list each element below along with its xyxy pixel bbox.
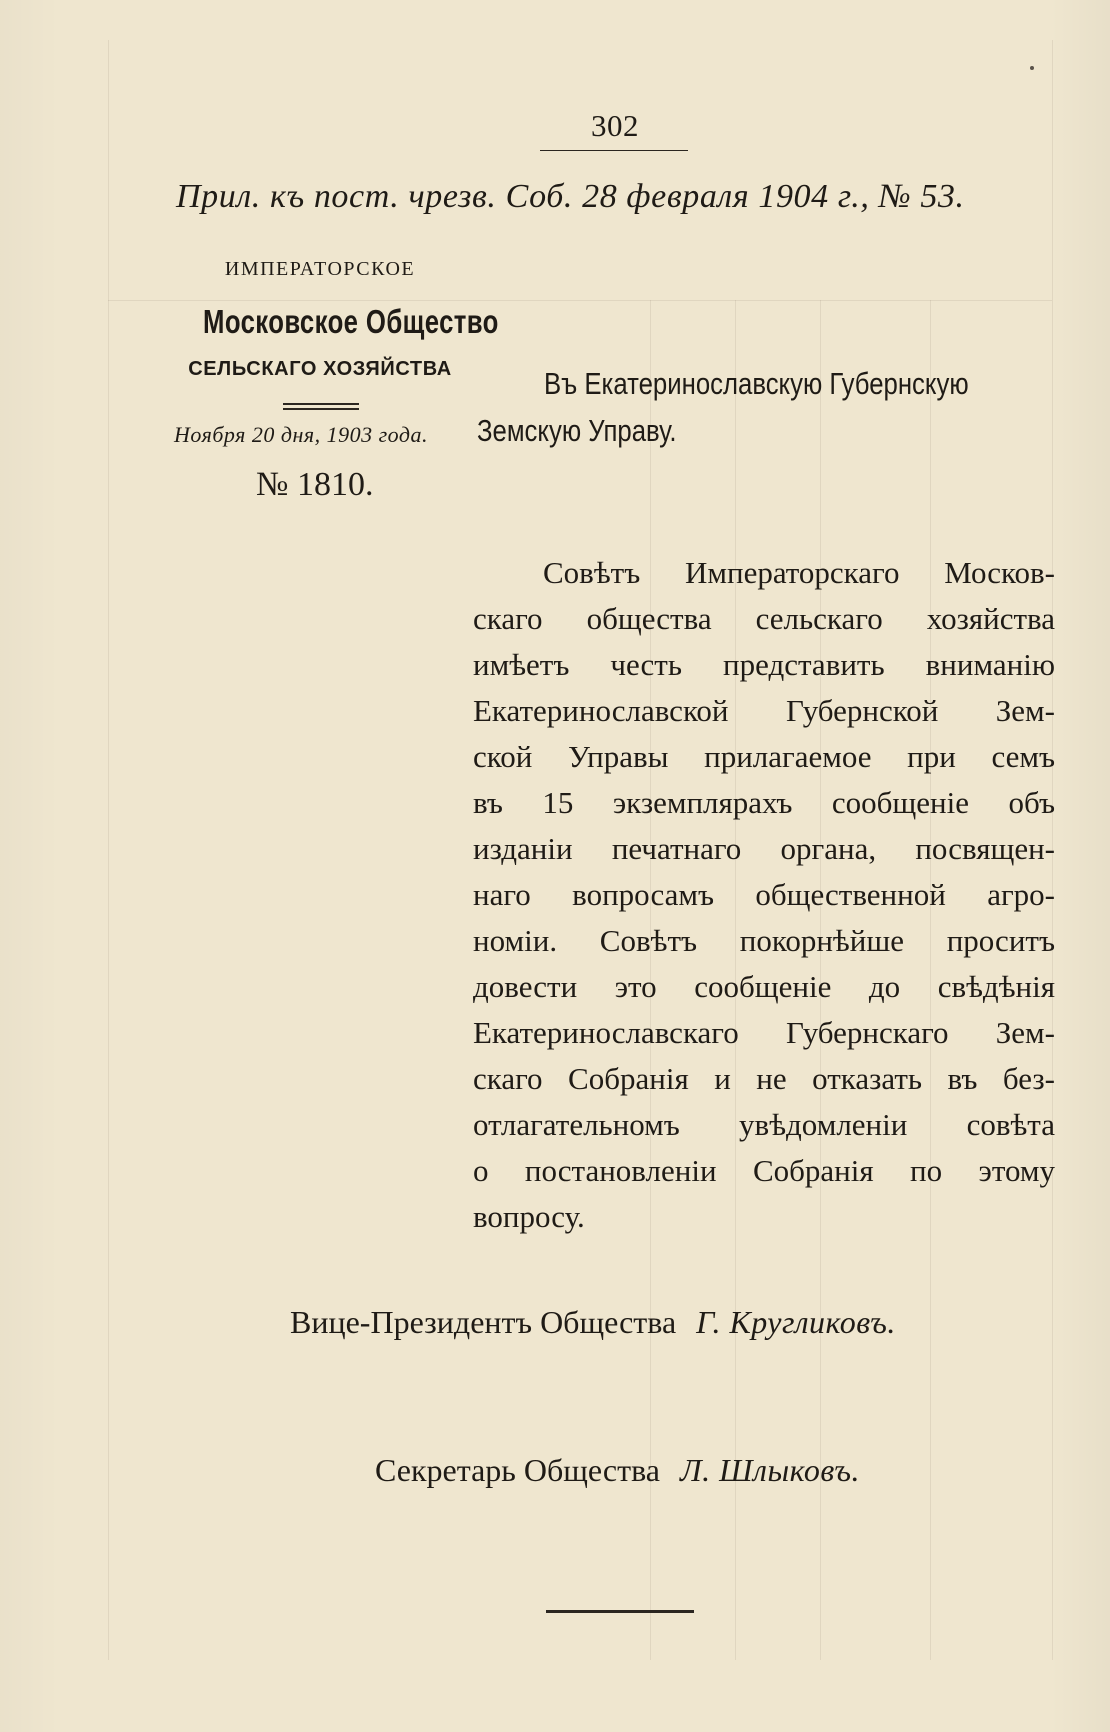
body-line: номіи. Совѣтъ покорнѣйше проситъ	[473, 923, 1055, 958]
sender-rule	[283, 403, 359, 405]
sender-line-2: Московское Общество	[203, 303, 499, 340]
signature-secretary	[375, 1452, 860, 1489]
signature-title: Секретарь Общества	[375, 1452, 660, 1488]
sender-number: № 1810.	[256, 466, 374, 503]
body-line: о постановленіи Собранія по этому	[473, 1153, 1055, 1188]
page-number: 302	[591, 108, 639, 143]
body-line: ской Управы прилагаемое при семъ	[473, 739, 1055, 774]
paper-speck	[1030, 66, 1034, 70]
end-rule	[546, 1610, 694, 1613]
sender-date: Ноября 20 дня, 1903 года.	[174, 422, 429, 447]
body-line: отлагательномъ увѣдомленіи совѣта	[473, 1107, 1055, 1142]
body-line: Совѣтъ Императорскаго Москов-	[543, 555, 1055, 590]
body-line: скаго общества сельскаго хозяйства	[473, 601, 1055, 636]
body-line: скаго Собранія и не отказать въ без-	[473, 1061, 1055, 1096]
signature-name: Л. Шлыковъ.	[679, 1452, 860, 1488]
body-line: Екатеринославскаго Губернскаго Зем-	[473, 1015, 1055, 1050]
sender-line-3: СЕЛЬСКАГО ХОЗЯЙСТВА	[188, 358, 452, 380]
body-line: Екатеринославской Губернской Зем-	[473, 693, 1055, 728]
page-number-rule	[540, 150, 688, 151]
signature-name: Г. Кругликовъ.	[696, 1304, 896, 1340]
show-through-line	[108, 40, 109, 1660]
sender-rule	[283, 408, 359, 410]
signature-title: Вице-Президентъ Общества	[290, 1304, 677, 1340]
signature-vice-president	[290, 1304, 896, 1341]
sender-line-1: ИМПЕРАТОРСКОЕ	[224, 258, 416, 280]
body-line: наго вопросамъ общественной агро-	[473, 877, 1055, 912]
addressee-line-2: Земскую Управу.	[477, 413, 677, 448]
letter-body	[473, 550, 1055, 1240]
body-line: изданіи печатнаго органа, посвящен-	[473, 831, 1055, 866]
show-through-line	[108, 300, 1052, 301]
body-line: довести это сообщеніе до свѣдѣнія	[473, 969, 1055, 1004]
body-line: вопросу.	[473, 1199, 585, 1234]
addressee-line-1: Въ Екатеринославскую Губернскую	[544, 366, 969, 401]
body-line: въ 15 экземплярахъ сообщеніе объ	[473, 785, 1055, 820]
header-reference: Прил. къ пост. чрезв. Соб. 28 февраля 1904 г., № 53.	[176, 178, 965, 215]
body-line: имѣетъ честь представить вниманію	[473, 647, 1055, 682]
